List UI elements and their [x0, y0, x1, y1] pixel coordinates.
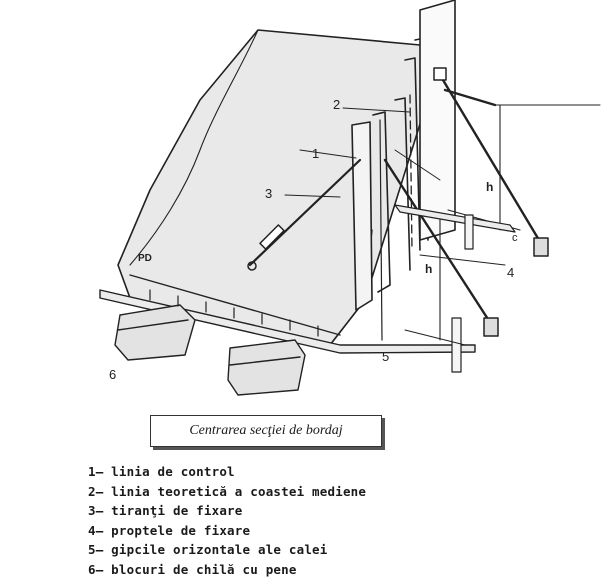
callout-5: 5 — [382, 349, 390, 364]
callout-6: 6 — [109, 367, 117, 382]
caption-box — [150, 415, 382, 447]
caption-text: Centrarea secţiei de bordaj — [189, 423, 343, 438]
height-label-lower: h — [425, 262, 433, 276]
legend-item: 3– tiranţi de fixare — [88, 503, 243, 519]
legend-item: 6– blocuri de chilă cu pene — [88, 561, 297, 577]
legend-item: 1– linia de control — [88, 464, 235, 479]
callout-1: 1 — [312, 146, 320, 161]
legend-item: 2– linia teoretică a coastei mediene — [88, 483, 367, 499]
hull-plate-section — [118, 30, 440, 345]
callout-3: 3 — [265, 186, 273, 201]
callout-2: 2 — [333, 97, 341, 112]
callout-4: 4 — [507, 265, 515, 280]
height-label-upper: h — [486, 180, 494, 194]
bracket-mark: c — [512, 232, 518, 244]
plate-marking: PD — [138, 253, 152, 264]
legend-list — [88, 462, 366, 580]
legend-item: 5– gipcile orizontale ale calei — [88, 542, 328, 558]
legend-item: 4– proptele de fixare — [88, 522, 251, 538]
